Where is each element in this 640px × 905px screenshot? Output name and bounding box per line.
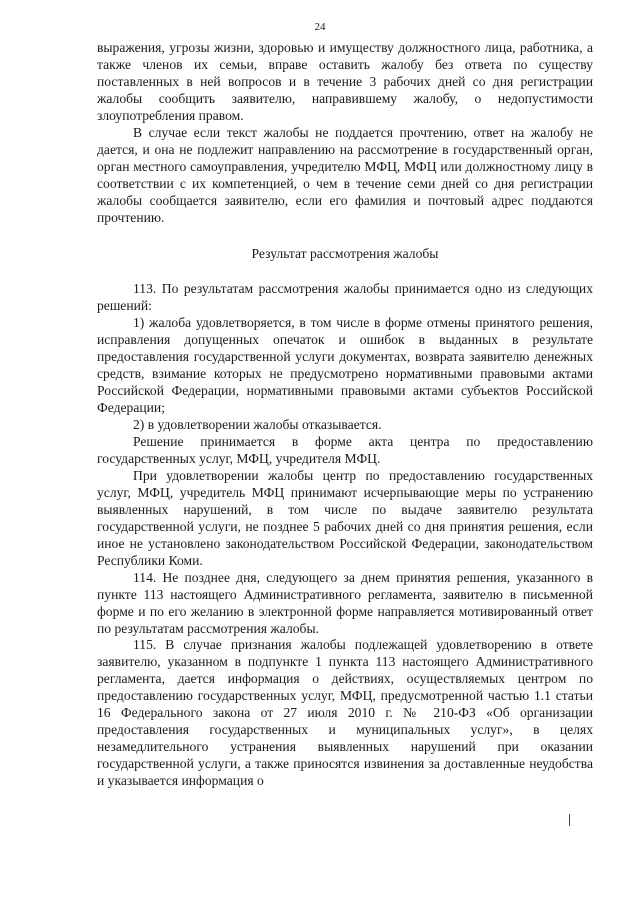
document-body (97, 40, 593, 790)
paragraph-113-item-2: 2) в удовлетворении жалобы отказывается. (133, 417, 382, 433)
paragraph-115: 115. В случае признания жалобы подлежащей удовлетворению в ответе заявителю, указанном в подпункте 1 пункта 113 настоящего Административного регламента, дается информация о действиях, осуществляемых центром по предоставлению государственных услуг, МФЦ, предусмотренной частью 1.1 статьи 16 Федерального закона от 27 июля 2010 г. № 210-ФЗ «Об организации предоставления государственных и муниципальных услуг», в целях незамедлительного устранения выявленных нарушений при оказании государственной услуги, а также приносятся извинения за доставленные неудобства и указывается информация о (97, 637, 593, 789)
page-number: 24 (314, 21, 326, 33)
paragraph-113-item-1: 1) жалоба удовлетворяется, в том числе в форме отмены принятого решения, исправления допущенных опечаток и ошибок в выданных в результате предоставления государственной услуги документах, возврата заявителю денежных средств, взимание которых не предусмотрено нормативными правовыми актами Российской Федерации, нормативными правовыми актами субъектов Российской Федерации; (97, 315, 593, 416)
paragraph-continuation: выражения, угрозы жизни, здоровью и имуществу должностного лица, работника, а также членов их семьи, вправе оставить жалобу без ответа по существу поставленных в ней вопросов и в течение 3 рабочих дней со дня регистрации жалобы сообщить заявителю, направившему жалобу, о недопустимости злоупотребления правом. (97, 40, 593, 123)
paragraph-decision-form: Решение принимается в форме акта центра по предоставлению государственных услуг, МФЦ, учредителя МФЦ. (97, 434, 593, 466)
section-title: Результат рассмотрения жалобы (251, 246, 439, 262)
scan-mark (569, 814, 570, 826)
paragraph-114: 114. Не позднее дня, следующего за днем принятия решения, указанного в пункте 113 настоящего Административного регламента, заявителю в письменной форме и по его желанию в электронной форме направляется мотивированный ответ по результатам рассмотрения жалобы. (97, 569, 593, 636)
paragraph-113: 113. По результатам рассмотрения жалобы принимается одно из следующих решений: (97, 281, 593, 314)
paragraph-unreadable-complaint: В случае если текст жалобы не поддается прочтению, ответ на жалобу не дается, и она не подлежит направлению на рассмотрение в государственный орган, орган местного самоуправления, учредителю МФЦ, МФЦ или должностному лицу в соответствии с их компетенцией, о чем в течение семи дней со дня регистрации жалобы сообщается заявителю, если его фамилия и почтовый адрес поддаются прочтению. (97, 124, 593, 225)
paragraph-satisfaction-measures: При удовлетворении жалобы центр по предоставлению государственных услуг, МФЦ, учредитель МФЦ принимают исчерпывающие меры по устранению выявленных нарушений, в том числе по выдаче заявителю результата государственной услуги, не позднее 5 рабочих дней со дня принятия решения, если иное не установлено законодательством Российской Федерации, законодательством Республики Коми. (97, 467, 593, 568)
